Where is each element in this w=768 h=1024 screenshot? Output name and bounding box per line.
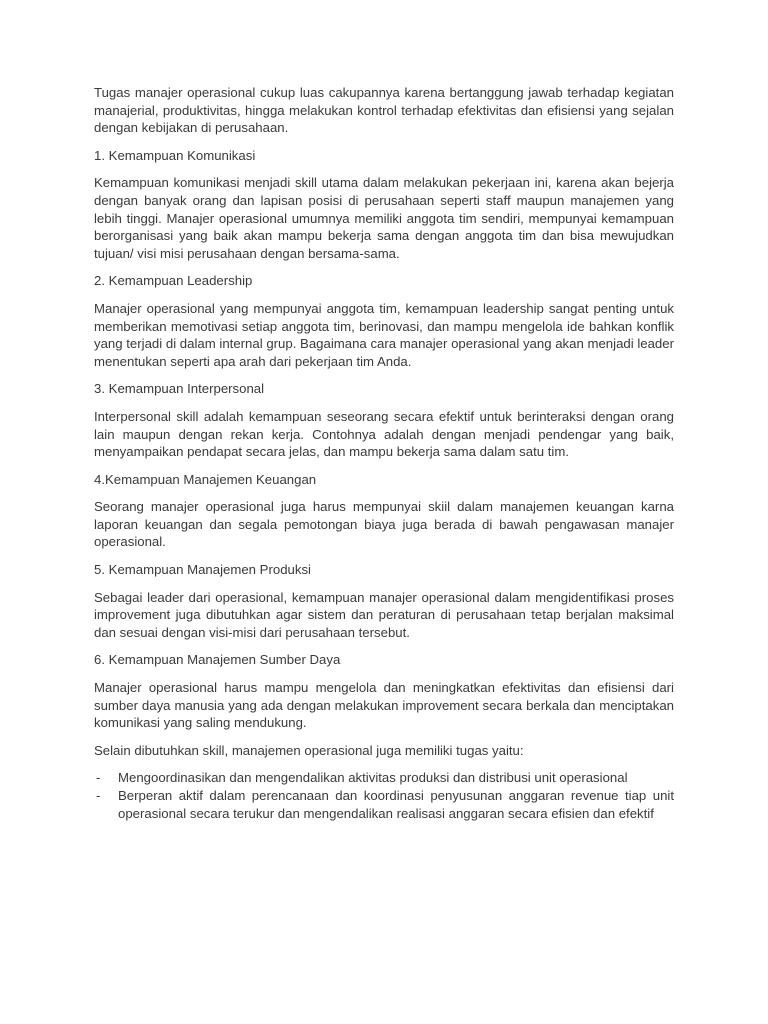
task-text: Berperan aktif dalam perencanaan dan koordinasi penyusunan anggaran revenue tiap unit operasional secara terukur dan mengendalikan realisasi anggaran secara efisien dan efektif [118, 788, 674, 821]
section-body: Seorang manajer operasional juga harus mempunyai skiil dalam manajemen keuangan karna laporan keuangan dan segala pemotongan biaya juga berada di bawah pengawasan manajer operasional. [94, 499, 674, 550]
section-heading: 3. Kemampuan Interpersonal [94, 381, 265, 397]
dash-bullet: - [96, 788, 101, 803]
section-heading: 2. Kemampuan Leadership [94, 273, 253, 289]
section-heading: 6. Kemampuan Manajemen Sumber Daya [94, 652, 341, 668]
task-text: Mengoordinasikan dan mengendalikan aktivitas produksi dan distribusi unit operasional [118, 770, 628, 786]
section-sumber-daya [94, 651, 674, 731]
intro-paragraph: Tugas manajer operasional cukup luas cakupannya karena bertanggung jawab terhadap kegiatan manajerial, produktivitas, hingga melakukan kontrol terhadap efektivitas dan efisiensi yang sejalan dengan kebijakan di perusahaan. [94, 85, 674, 136]
document-page [94, 84, 674, 822]
section-keuangan [94, 471, 674, 551]
section-leadership [94, 272, 674, 370]
list-item [94, 787, 674, 822]
list-item [94, 769, 674, 787]
dash-bullet: - [96, 770, 101, 786]
section-body: Manajer operasional harus mampu mengelola dan meningkatkan efektivitas dan efisiensi dari sumber daya manusia yang ada dengan melakukan improvement secara berkala dan menciptakan komunikasi yang saling mendukung. [94, 680, 674, 731]
section-produksi [94, 561, 674, 641]
section-body: Manajer operasional yang mempunyai anggota tim, kemampuan leadership sangat penting untuk memberikan memotivasi setiap anggota tim, berinovasi, dan mampu mengelola ide bahkan konflik yang terjadi di dalam internal grup. Bagaimana cara manajer operasional yang akan menjadi leader menentukan seperti apa arah dari pekerjaan tim Anda. [94, 300, 674, 369]
section-interpersonal [94, 380, 674, 460]
section-body: Kemampuan komunikasi menjadi skill utama dalam melakukan pekerjaan ini, karena akan bejerja dengan banyak orang dan lapisan posisi di perusahaan seperti staff maupun manajemen yang lebih tinggi. Manajer operasional umumnya memiliki anggota tim sendiri, mempunyai kemampuan berorganisasi yang baik akan mampu bekerja sama dengan anggota tim dan bisa mewujudkan tujuan/ visi misi perusahaan dengan bersama-sama. [94, 175, 674, 261]
section-heading: 1. Kemampuan Komunikasi [94, 147, 256, 163]
section-komunikasi [94, 147, 674, 263]
closing-paragraph: Selain dibutuhkan skill, manajemen operasional juga memiliki tugas yaitu: [94, 742, 524, 758]
section-body: Interpersonal skill adalah kemampuan seseorang secara efektif untuk berinteraksi dengan orang lain maupun dengan rekan kerja. Contohnya adalah dengan menjadi pendengar yang baik, menyampaikan pendapat secara jelas, dan mampu bekerja sama dalam satu tim. [94, 408, 674, 460]
section-body: Sebagai leader dari operasional, kemampuan manajer operasional dalam mengidentifikasi proses improvement juga dibutuhkan agar sistem dan peraturan di perusahaan tetap berjalan maksimal dan sesuai dengan visi-misi dari perusahaan tersebut. [94, 589, 674, 640]
section-heading: 4.Kemampuan Manajemen Keuangan [94, 471, 317, 487]
section-heading: 5. Kemampuan Manajemen Produksi [94, 562, 311, 578]
task-list [94, 769, 674, 822]
